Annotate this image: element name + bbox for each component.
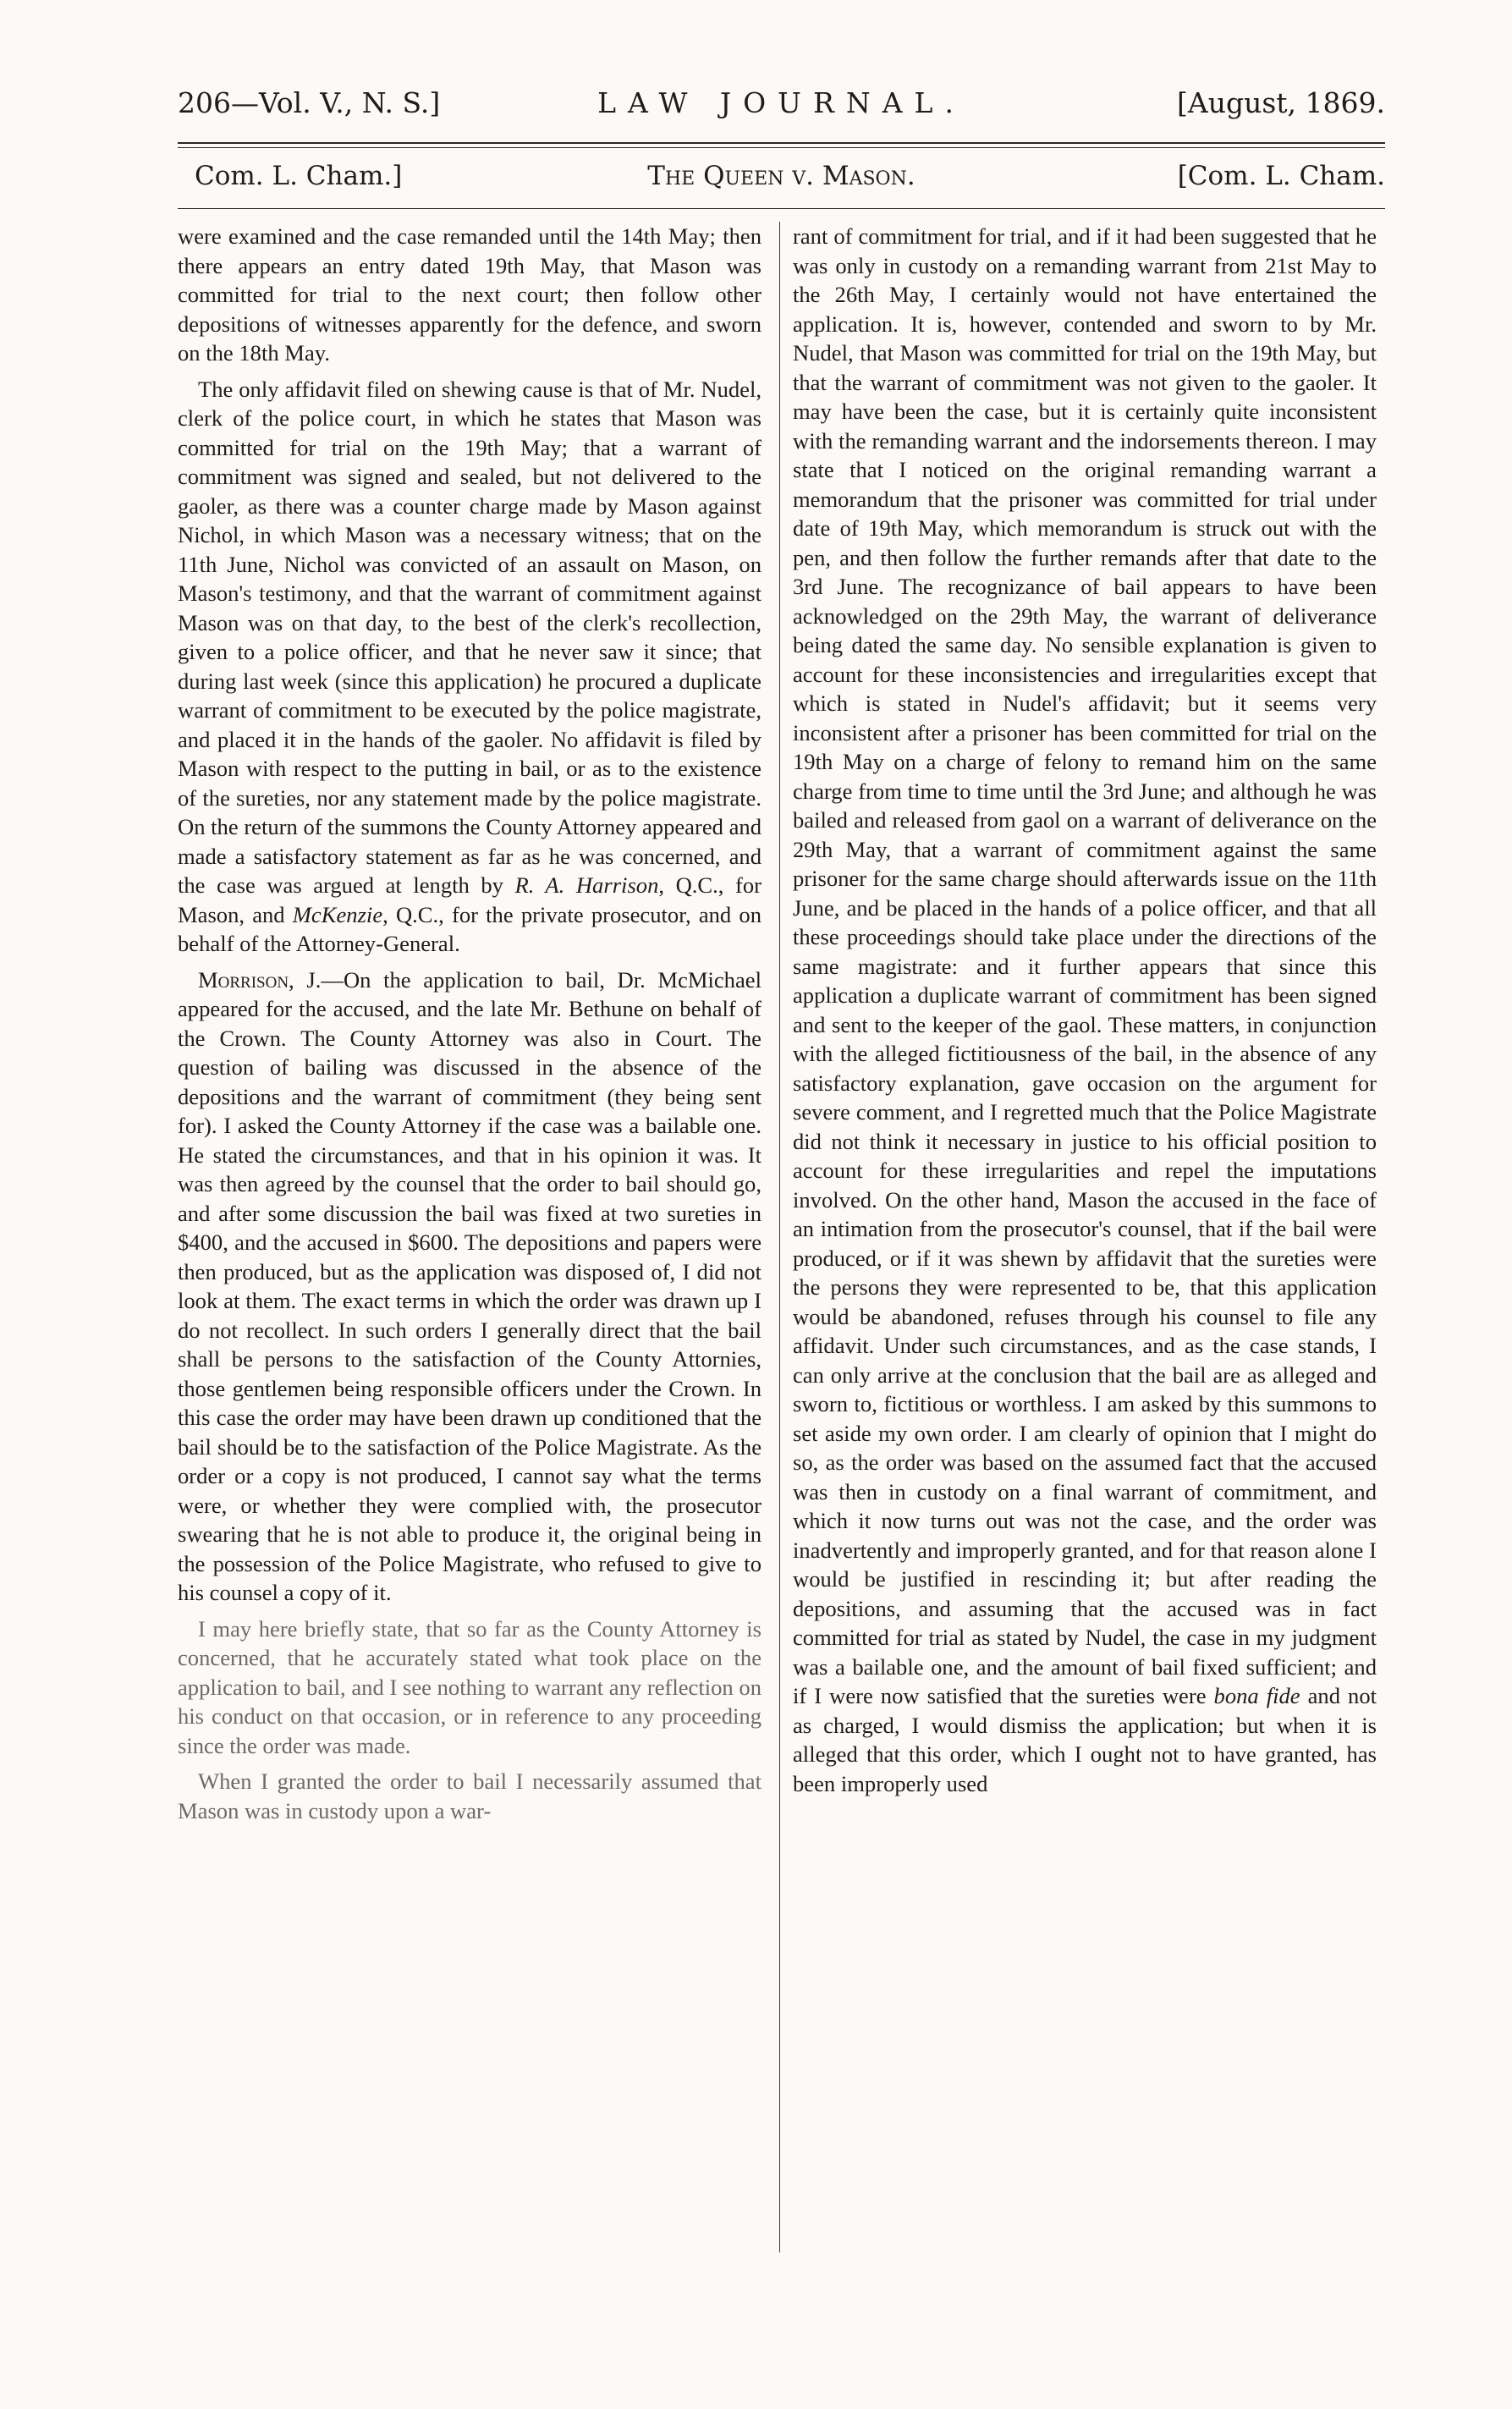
paragraph: When I granted the order to bail I necessarily assumed that Mason was in custody upon a war- xyxy=(178,1768,761,1823)
case-title: The Queen v. Mason. xyxy=(647,161,915,191)
judge-name: Morrison, J. xyxy=(198,966,322,993)
issue-date: [August, 1869. xyxy=(1177,86,1385,119)
page-number-volume: 206—Vol. V., N. S.] xyxy=(178,86,441,119)
journal-title: LAW JOURNAL. xyxy=(597,86,965,119)
header-rule-bottom xyxy=(178,147,1385,148)
paragraph-text: The only affidavit filed on shewing cause is that of Mr. Nudel, clerk of the police court, in which he states that Mason was committed for trial on the 19th May; that a warrant of commitment was signed and sealed, but not delivered to the gaoler, as there was a counter charge made by Mason against Nichol, in which Mason was a necessary witness; that on the 11th June, Nichol was convicted of an assault on Mason, on Mason's testimony, and that the warrant of commitment against Mason was on that day, to the best of the clerk's recollection, given to a police officer, and that he never saw it since; that during last week (since this application) he procured a duplicate warrant of commitment to be executed by the police magistrate, and placed it in the hands of the gaoler. No affidavit is filed by Mason with respect to the putting in bail, or as to the existence of the sureties, nor any statement made by the police magistrate. On the return of the summons the County Attorney appeared and made a satisfactory statement as far as he was concerned, and the case was argued at length by xyxy=(178,376,761,898)
paragraph-text: and not as charged, I would dismiss the application; but when it is alleged that this order, which I ought not to have granted, has been improperly used xyxy=(793,1683,1377,1796)
header-rule-top xyxy=(178,142,1385,144)
paragraph: I may here briefly state, that so far as the County Attorney is concerned, that he accurately stated what took place on the application to bail, and I see nothing to warrant any reflection on his conduct on that occasion, or in reference to any proceeding since the order was made. xyxy=(178,1615,761,1758)
paragraph-text: , Q.C., for the private prosecutor, and on behalf of the Attorney-General. xyxy=(178,901,761,956)
paragraph-text: —On the application to bail, Dr. McMichael appeared for the accused, and the late Mr. Bethune on behalf of the Crown. The County Attorney was also in Court. The question of bailing was discussed in the absence of the depositions and the warrant of commitment (they being sent for). I asked the County Attorney if the case was a bailable one. He stated the circumstances, and that in his opinion it was. It was then agreed by the counsel that the order to bail should go, and after some discussion the bail was fixed at two sureties in $400, and the accused in $600. The depositions and papers were then produced, but as the application was disposed of, I did not look at them. The exact terms in which the order was drawn up I do not recollect. In such orders I generally direct that the bail shall be persons to the satisfaction of the County Attornies, those gentlemen being responsible officers under the Crown. In this case the order may have been drawn up conditioned that the bail should be to the satisfaction of the Police Magistrate. As the order or a copy is not produced, I cannot say what the terms were, or whether they were complied with, the prosecutor swearing that he is not able to produce it, the original being in the possession of the Police Magistrate, who refused to give to his counsel a copy of it. xyxy=(178,966,761,1605)
left-column xyxy=(178,222,761,1832)
paragraph-text: rant of commitment for trial, and if it had been suggested that he was only in custody on a remanding warrant from 21st May to the 26th May, I certainly would not have entertained the application. It is, however, contended and sworn to by Mr. Nudel, that Mason was committed for trial on the 19th May, but that the warrant of commitment was not given to the gaoler. It may have been the case, but it is certainly quite inconsistent with the remanding warrant and the indorsements thereon. I may state that I noticed on the original remanding warrant a memorandum that the prisoner was committed for trial under date of 19th May, which memorandum is struck out with the pen, and then follow the further remands after that date to the 3rd June. The recognizance of bail appears to have been acknowledged on the 29th May, the warrant of deliverance being dated the same day. No sensible explanation is given to account for these inconsistencies and irregularities except that which is stated in Nudel's affidavit; but it seems very inconsistent after a prisoner has been committed for trial on the 19th May on a charge of felony to remand him on the same charge from time to time until the 3rd June; and although he was bailed and released from gaol on a warrant of deliverance on the 29th May, that a warrant of commitment against the same prisoner for the same charge should afterwards issue on the 11th June, and be placed in the hands of a police officer, and that all these proceedings should take place under the directions of the same magistrate: and it further appears that since this application a duplicate warrant of commitment has been signed and sent to the keeper of the gaol. These matters, in conjunction with the alleged fictitiousness of the bail, in the absence of any satisfactory explanation, gave occasion on the argument for severe comment, and I regretted much that the Police Magistrate did not think it necessary in justice to his official position to account for these irregularities and repel the imputations involved. On the other hand, Mason the accused in the face of an intimation from the prosecutor's counsel, that if the bail were produced, or if it was shewn by affidavit that the sureties were the persons they were represented to be, that this application would be abandoned, refuses through his counsel to file any affidavit. Under such circumstances, and as the case stands, I can only arrive at the conclusion that the bail are as alleged and sworn to, fictitious or worthless. I am asked by this summons to set aside my own order. I am clearly of opinion that I might do so, as the order was based on the assumed fact that the accused was then in custody on a final warrant of commitment, and which it now turns out was not the case, and the order was inadvertently and improperly granted, and for that reason alone I would be justified in rescinding it; but after reading the depositions, and assuming that the accused was in fact committed for trial as stated by Nudel, the case in my judgment was a bailable one, and the amount of bail fixed sufficient; and if I were now satisfied that the sureties were xyxy=(793,223,1377,1708)
right-column xyxy=(793,222,1377,1805)
paragraph: were examined and the case remanded until the 14th May; then there appears an entry dated 19th May, that Mason was committed for trial to the next court; then follow other depositions of witnesses apparently for the defence, and sworn on the 18th May. xyxy=(178,223,761,366)
page-header xyxy=(178,86,1385,129)
paragraph xyxy=(793,222,1377,1798)
paragraph xyxy=(178,375,761,959)
latin-phrase: bona fide xyxy=(1213,1683,1300,1708)
paragraph-text: , Q.C., for Mason, and xyxy=(178,872,762,927)
paragraph xyxy=(178,965,761,1608)
case-header xyxy=(178,161,1385,200)
court-left: Com. L. Cham.] xyxy=(195,161,403,191)
counsel-name: R. A. Harrison xyxy=(514,872,659,898)
court-right: [Com. L. Cham. xyxy=(1177,161,1385,191)
case-header-rule xyxy=(178,208,1385,209)
column-divider xyxy=(779,222,780,2252)
counsel-name: McKenzie xyxy=(292,901,383,927)
